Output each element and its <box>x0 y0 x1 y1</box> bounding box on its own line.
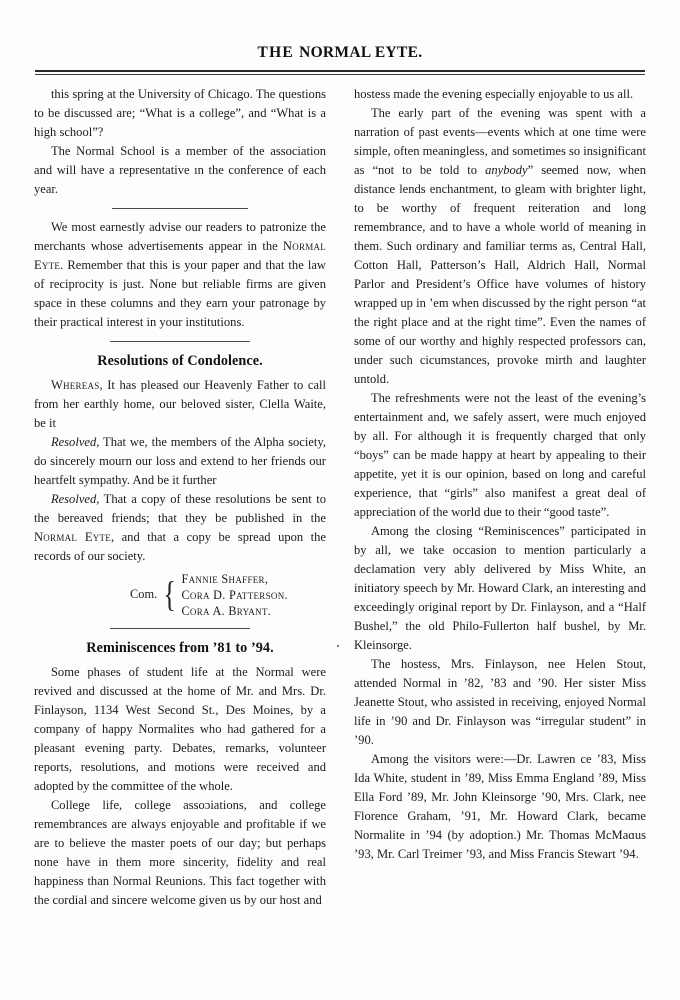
paragraph-text: , It has pleased our Heavenly Father to call from her earthly home, our beloved sister, Clella Waite, be it <box>34 377 326 430</box>
right-column <box>354 85 646 910</box>
paragraph-hostess-details: The hostess, Mrs. Finlayson, nee Helen Stout, attended Normal in ’82, ’83 and ’90. Her sister Miss Jeanette Stout, who assisted in receiving, enjoyed Normal life in ’90 and Dr. Finlayson was “irregular student” in ’90. <box>354 657 646 747</box>
committee-label: Com. <box>130 587 158 602</box>
paragraph-text-cont: , and that a copy be spread upon the records of our society. <box>34 529 326 563</box>
committee-name: Fannie Shaffer, <box>181 571 269 586</box>
heading-reminiscences: Reminiscences from ’81 to ’94. <box>86 640 274 657</box>
paragraph-resolved-1 <box>34 433 326 490</box>
normal-eyte-mention: Normal Eyte <box>34 529 111 544</box>
paragraph-text: The early part of the evening was spent with a narration of past events—events which at one time were simple, often meaningless, and sometimes so insignificant as “not to be told to <box>354 106 647 177</box>
paragraph-hostess-cont: hostess made the evening especially enjoyable to us all. <box>354 87 634 101</box>
brace-glyph: { <box>163 574 177 615</box>
paragraph-whereas <box>34 376 326 433</box>
paragraph-resolved-2 <box>34 490 326 566</box>
paragraph-text: We most earnestly advise our readers to patronize the merchants whose advertisements appear in the <box>34 220 326 253</box>
committee-signature-block <box>34 571 326 620</box>
paragraph-text: this spring at the University of Chicago. The questions to be discussed are; <box>34 87 326 120</box>
paragraph-text: , That we, the members of the Alpha society, do sincerely mourn our loss and extend to her friends our heartfelt sympathy. And be it further <box>34 434 326 487</box>
paragraph-normal-school: The Normal School is a member of the association and will have a representative ın the conference of each year. <box>34 144 326 196</box>
paragraph-closing-reminiscences: Among the closing “Reminiscences” participated in by all, we take occasion to mention particularly a declamation very ably delivered by Miss White, an initiatory speech by Mr. Howard Clark, an interesting and exceedingly original report by Dr. Finlayson, and a “Half Bushel,” the old Philo-Fullerton half bushel, by Mr. Kleinsorge. <box>354 524 646 652</box>
committee-name: Cora D. Patterson. <box>181 587 288 602</box>
left-column <box>34 85 326 910</box>
committee-name: Cora A. Bryant. <box>181 603 272 618</box>
resolved-italic: Resolved <box>50 434 97 449</box>
committee-names <box>179 571 287 620</box>
anybody-italic: anybody <box>485 163 528 177</box>
paragraph-visitors: Among the visitors were:—Dr. Lawren ce ’83, Miss Ida White, student in ’89, Miss Emma England ’89, Miss Ella Ford ’89, Mr. John Kleinsorge ’90, Mrs. Clark, nee Florence Graham, ’91, Mr. Howard Clark, became Normalite in ’94 (by adoption.) Mr. Thomas McMaɑus ’93, Mr. Carl Treimer ’93, and Miss Francis Stewart ’94. <box>354 752 646 861</box>
resolved-italic: Resolved <box>50 491 97 506</box>
whereas-smallcaps: Whereas <box>50 377 100 392</box>
normal-eyte-mention: Normal Eyte <box>34 239 326 272</box>
paragraph-refreshments: The refreshments were not the least of the evening’s entertainment and, we safely assert, were much enjoyed by all. For although it is frequently charged that only “boys” can be made happy at heart by appealing to their appetite, yet it is our opinion, based on long and careful experience, that “girls” also manifest a great deal of appreciation of the world due to their “good taste”. <box>354 391 646 519</box>
section-divider-1 <box>112 208 248 209</box>
masthead-name: NORMAL EYTE. <box>299 44 423 61</box>
section-divider-2 <box>110 341 250 342</box>
paragraph-advertisers <box>34 218 326 332</box>
paragraph-chicago <box>34 85 326 142</box>
paragraph-early-evening <box>354 104 646 389</box>
paragraph-college-life: College life, college assoɔiations, and college remembrances are always enjoyable and profitable if we are to believe the master poets of our day; but perhaps none have in them more sincerity, fidelity and real happiness than Normal Reunions. This fact together with the cordial and sincere welcome given us by our host and <box>34 797 326 907</box>
masthead-the: THE <box>257 44 300 61</box>
paragraph-text: , That a copy of these resolutions be sent to the bereaved friends; that they be published in the <box>34 491 326 525</box>
paragraph-reunion-party: Some phases of student life at the Normal were revived and discussed at the home of Mr. and Mrs. Dr. Finlayson, 1134 West Second St., Des Moines, by a company of happy Normalites who had gathered for a pleasant evening party. Debates, remarks, volunteer reports, resolutions, and motions were received and adopted by the committee of the whole. <box>34 664 326 793</box>
scan-speck <box>337 645 339 647</box>
two-column-body <box>34 85 646 910</box>
paragraph-text-cont: . Remember that this is your paper and that the law of reciprocity is just. None but reliable firms are given space in these columns and they earn your patronage by their practical interest in your institutions. <box>34 258 326 329</box>
paragraph-text-cont: “What is a college”, and “What is a high school”? <box>34 106 326 139</box>
page-title <box>0 0 680 62</box>
masthead-rule <box>35 70 645 75</box>
paragraph-text-cont: ” seemed now, when distance lends enchantment, to gleam with brighter light, to be worthy of frequent reiteration and long remembrance, and to have a whole world of meaning in them. Such ordinary and familiar terms as, Central Hall, Cotton Hall, Patterson’s Hall, Aldrich Hall, Normal Parlor and President’s Office have volumes of history wrapped up in ’em when discussed by the right person “at the right place and at the right time”. Even the names of some of our worthy and highly respected professors can, under such cicumstances, provoke mirth and laughter untold. <box>354 163 646 386</box>
section-divider-3 <box>110 628 250 629</box>
heading-resolutions-of-condolence: Resolutions of Condolence. <box>97 353 263 369</box>
